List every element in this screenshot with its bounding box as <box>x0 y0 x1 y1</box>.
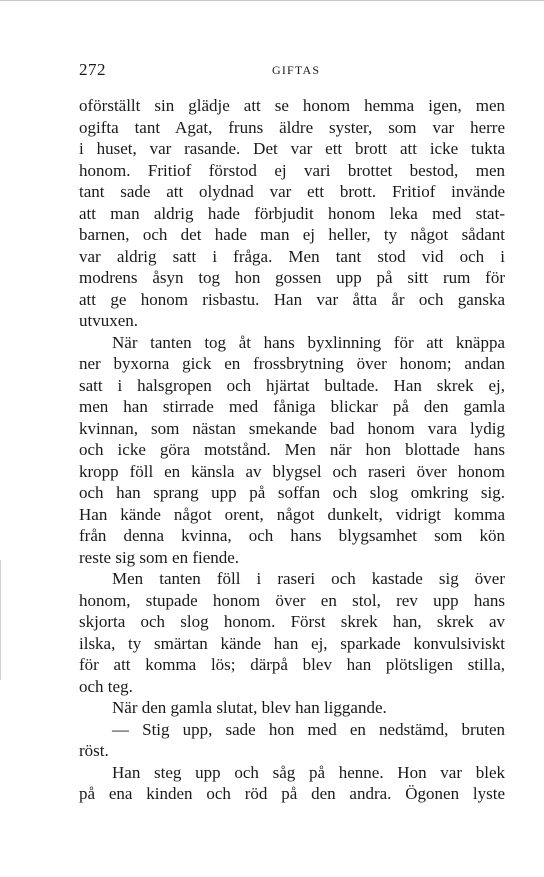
text-line: ner byxorna gick en frossbrytning över honom; andan <box>79 354 505 373</box>
text-line: ogifta tant Agat, fruns äldre syster, som var herre <box>79 117 505 137</box>
text-line: och icke göra motstånd. Men när hon blottade hans <box>79 440 505 459</box>
text-line: Han kände något orent, något dunkelt, vidrigt komma <box>79 504 505 524</box>
text-line: kropp föll en känsla av blygsel och raseri över honom <box>79 461 505 481</box>
text-line: men han stirrade med fåniga blickar på den gamla <box>79 397 505 416</box>
body-text <box>79 95 505 805</box>
text-line: på ena kinden och röd på den andra. Ögonen lyste <box>79 784 505 803</box>
text-line: När den gamla slutat, blev han liggande. <box>112 698 387 717</box>
text-line: i huset, var rasande. Det var ett brott att icke tukta <box>79 139 505 158</box>
text-line: satt i halsgropen och hjärtat bultade. Han skrek ej, <box>79 375 505 395</box>
text-line: Han steg upp och såg på henne. Hon var blek <box>112 762 505 782</box>
page-top-edge <box>0 0 544 1</box>
running-title: GIFTAS <box>272 63 321 77</box>
text-line: modrens åsyn tog hon gossen upp på sitt rum för <box>79 268 505 287</box>
text-line: och han sprang upp på soffan och slog omkring sig. <box>79 483 505 502</box>
text-line: kvinnan, som nästan smekande bad honom vara lydig <box>79 418 505 438</box>
text-line: — Stig upp, sade hon med en nedstämd, bruten <box>112 719 505 739</box>
text-line: att ge honom risbastu. Han var åtta år och ganska <box>79 289 505 309</box>
text-line: att man aldrig hade förbjudit honom leka med stat- <box>79 203 505 223</box>
text-line: ilska, ty smärtan kände han ej, sparkade konvulsiviskt <box>79 633 505 653</box>
text-line: När tanten tog åt hans byxlinning för att knäppa <box>112 332 505 352</box>
text-line: från denna kvinna, och hans blygsamhet som kön <box>79 526 505 545</box>
text-line: honom. Fritiof förstod ej vari brottet bestod, men <box>79 160 505 180</box>
text-line: Men tanten föll i raseri och kastade sig över <box>112 569 505 588</box>
text-line: honom, stupade honom över en stol, rev upp hans <box>79 590 505 610</box>
page-left-edge <box>0 560 1 680</box>
text-line: och teg. <box>79 676 133 696</box>
text-line: oförställt sin glädje att se honom hemma igen, men <box>79 96 505 115</box>
text-line: röst. <box>79 741 109 760</box>
page-header <box>79 60 505 80</box>
text-line: reste sig som en fiende. <box>79 547 240 567</box>
text-line: skjorta och slog honom. Först skrek han, skrek av <box>79 612 505 631</box>
text-line: utvuxen. <box>79 311 139 330</box>
text-line: för att komma lös; därpå blev han plötsligen stilla, <box>79 655 505 674</box>
text-line: barnen, och det hade man ej heller, ty något sådant <box>79 225 505 244</box>
page-number: 272 <box>79 60 106 79</box>
text-line: var aldrig satt i fråga. Men tant stod vid och i <box>79 246 505 266</box>
text-line: tant sade att olydnad var ett brott. Fritiof invände <box>79 182 505 201</box>
